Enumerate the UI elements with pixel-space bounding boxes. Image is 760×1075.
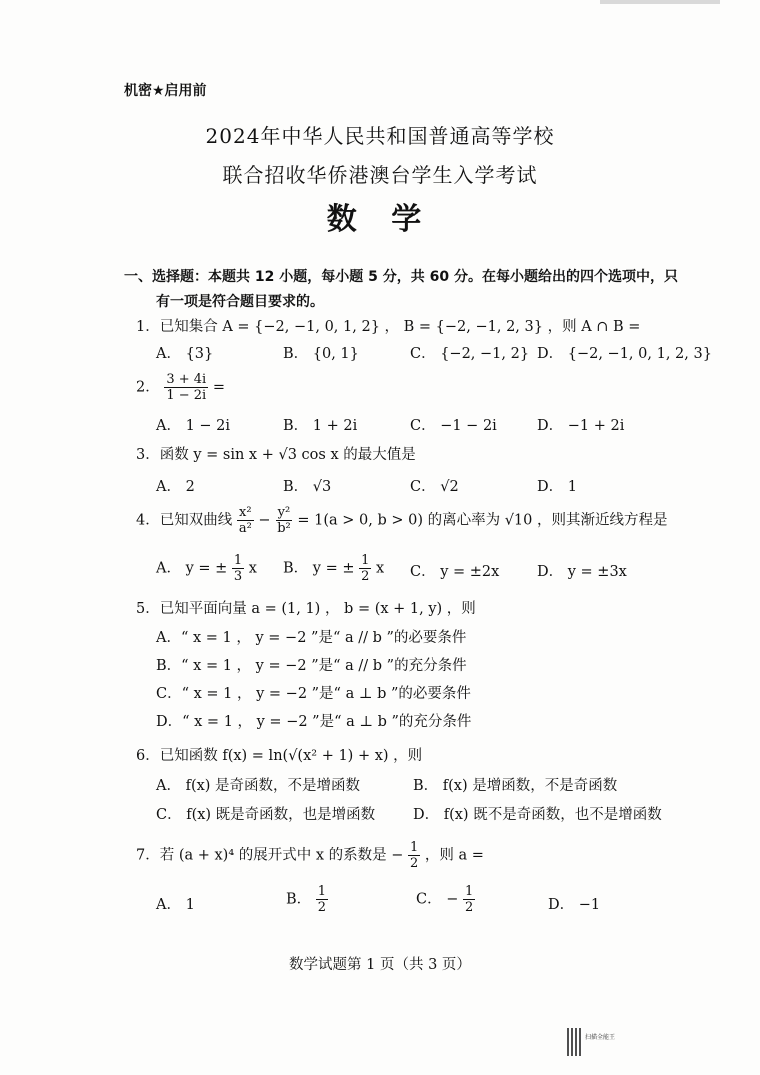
question-4-option-a-suffix: x xyxy=(248,560,257,577)
question-4-option-b xyxy=(283,553,384,584)
question-4-option-a-fraction xyxy=(232,553,244,584)
question-2-option-b: B． 1 + 2i xyxy=(283,418,358,434)
qr-code-icon xyxy=(567,1028,583,1056)
scan-edge-shadow xyxy=(600,0,720,4)
question-7-option-c xyxy=(416,884,475,915)
question-4-option-b-suffix: x xyxy=(375,560,385,577)
question-2-stem xyxy=(136,372,225,403)
question-1-stem: 1．已知集合 A = {−2, −1, 0, 1, 2} ， B = {−2, −1, 2, 3} ，则 A ∩ B = xyxy=(136,319,641,335)
question-7-fraction xyxy=(408,840,420,871)
question-5-option-d: D．“ x = 1 ， y = −2 ”是“ a ⊥ b ”的充分条件 xyxy=(156,714,472,730)
question-7-option-c-prefix: C． − xyxy=(416,891,459,908)
question-6-stem: 6．已知函数 f(x) = ln(√(x² + 1) + x) ，则 xyxy=(136,748,423,764)
question-4-frac2-num: y² xyxy=(277,505,291,520)
question-3-stem: 3．函数 y = sin x + √3 cos x 的最大值是 xyxy=(136,447,416,463)
question-3-option-a: A． 2 xyxy=(156,479,195,495)
question-7-option-b-num: 1 xyxy=(317,884,327,899)
subject-title: 数 学 xyxy=(326,202,434,237)
question-2-equals: = xyxy=(212,379,225,396)
question-7-option-b xyxy=(286,884,328,915)
question-4-option-b-fraction xyxy=(359,553,371,584)
question-4-option-c: C． y = ±2x xyxy=(410,564,500,580)
question-6-option-c: C． f(x) 既是奇函数，也是增函数 xyxy=(156,807,376,823)
question-7-option-c-fraction xyxy=(463,884,475,915)
confidential-label: 机密★启用前 xyxy=(124,83,207,99)
scanner-watermark: 扫描全能王 xyxy=(585,1034,616,1041)
question-1-option-b: B． {0, 1} xyxy=(283,346,359,362)
question-4-fraction-y xyxy=(275,505,293,536)
question-4-option-a-den: 3 xyxy=(233,569,243,584)
question-4-option-a-num: 1 xyxy=(233,553,243,568)
question-1-option-d: D． {−2, −1, 0, 1, 2, 3} xyxy=(537,346,712,362)
question-7-option-d: D． −1 xyxy=(548,897,601,913)
question-1-option-c: C． {−2, −1, 2} xyxy=(410,346,530,362)
question-4-frac1-num: x² xyxy=(239,505,252,520)
question-2-option-d: D． −1 + 2i xyxy=(537,418,625,434)
question-4-frac1-den: a² xyxy=(238,521,252,536)
question-2-option-a: A． 1 − 2i xyxy=(156,418,231,434)
section-instruction-line1: 一、选择题：本题共 12 小题，每小题 5 分，共 60 分。在每小题给出的四个选项中，只 xyxy=(124,269,678,285)
exam-title-line2: 联合招收华侨港澳台学生入学考试 xyxy=(222,163,538,187)
section-instruction-line2: 有一项是符合题目要求的。 xyxy=(156,294,324,310)
question-7-prefix: 7．若 (a + x)⁴ 的展开式中 x 的系数是 − xyxy=(136,847,404,864)
question-4-option-d: D． y = ±3x xyxy=(537,564,627,580)
page-footer: 数学试题第 1 页（共 3 页） xyxy=(289,957,471,973)
question-4-stem xyxy=(136,505,668,536)
question-6-option-b: B． f(x) 是增函数，不是奇函数 xyxy=(413,778,618,794)
question-4-frac2-den: b² xyxy=(277,521,291,536)
question-2-option-c: C． −1 − 2i xyxy=(410,418,497,434)
question-2-number: 2． xyxy=(136,379,160,396)
question-7-option-c-den: 2 xyxy=(464,900,474,915)
question-3-option-c: C． √2 xyxy=(410,479,459,495)
question-4-option-b-prefix: B． y = ± xyxy=(283,560,355,577)
question-4-suffix: = 1(a > 0, b > 0) 的离心率为 √10 ，则其渐近线方程是 xyxy=(297,512,668,529)
question-7-suffix: ，则 a = xyxy=(424,847,484,864)
exam-title-line1: 2024年中华人民共和国普通高等学校 xyxy=(205,124,555,148)
question-4-prefix: 4．已知双曲线 xyxy=(136,512,233,529)
question-6-option-d: D． f(x) 既不是奇函数，也不是增函数 xyxy=(413,807,662,823)
question-7-option-b-prefix: B． xyxy=(286,891,312,908)
question-7-den: 2 xyxy=(410,856,419,871)
question-5-option-b: B．“ x = 1 ， y = −2 ”是“ a // b ”的充分条件 xyxy=(156,658,467,674)
question-6-option-a: A． f(x) 是奇函数，不是增函数 xyxy=(156,778,361,794)
question-7-option-b-fraction xyxy=(316,884,328,915)
question-7-stem xyxy=(136,840,484,871)
question-5-option-c: C．“ x = 1 ， y = −2 ”是“ a ⊥ b ”的必要条件 xyxy=(156,686,471,702)
question-2-numerator: 3 + 4i xyxy=(166,372,207,387)
question-2-denominator: 1 − 2i xyxy=(166,388,207,403)
question-7-option-b-den: 2 xyxy=(317,900,327,915)
question-4-option-b-num: 1 xyxy=(361,553,370,568)
question-3-option-b: B． √3 xyxy=(283,479,332,495)
question-3-option-d: D． 1 xyxy=(537,479,577,495)
question-5-stem: 5．已知平面向量 a = (1, 1) ， b = (x + 1, y) ，则 xyxy=(136,601,476,617)
question-1-option-a: A． {3} xyxy=(156,346,214,362)
question-4-option-a xyxy=(156,553,257,584)
question-2-fraction xyxy=(164,372,208,403)
question-5-option-a: A．“ x = 1 ， y = −2 ”是“ a // b ”的必要条件 xyxy=(156,630,467,646)
question-4-fraction-x xyxy=(237,505,254,536)
question-4-option-b-den: 2 xyxy=(361,569,370,584)
question-7-option-c-num: 1 xyxy=(464,884,474,899)
question-4-minus: − xyxy=(258,512,271,529)
question-7-num: 1 xyxy=(410,840,419,855)
question-4-option-a-prefix: A． y = ± xyxy=(156,560,228,577)
question-7-option-a: A． 1 xyxy=(156,897,195,913)
